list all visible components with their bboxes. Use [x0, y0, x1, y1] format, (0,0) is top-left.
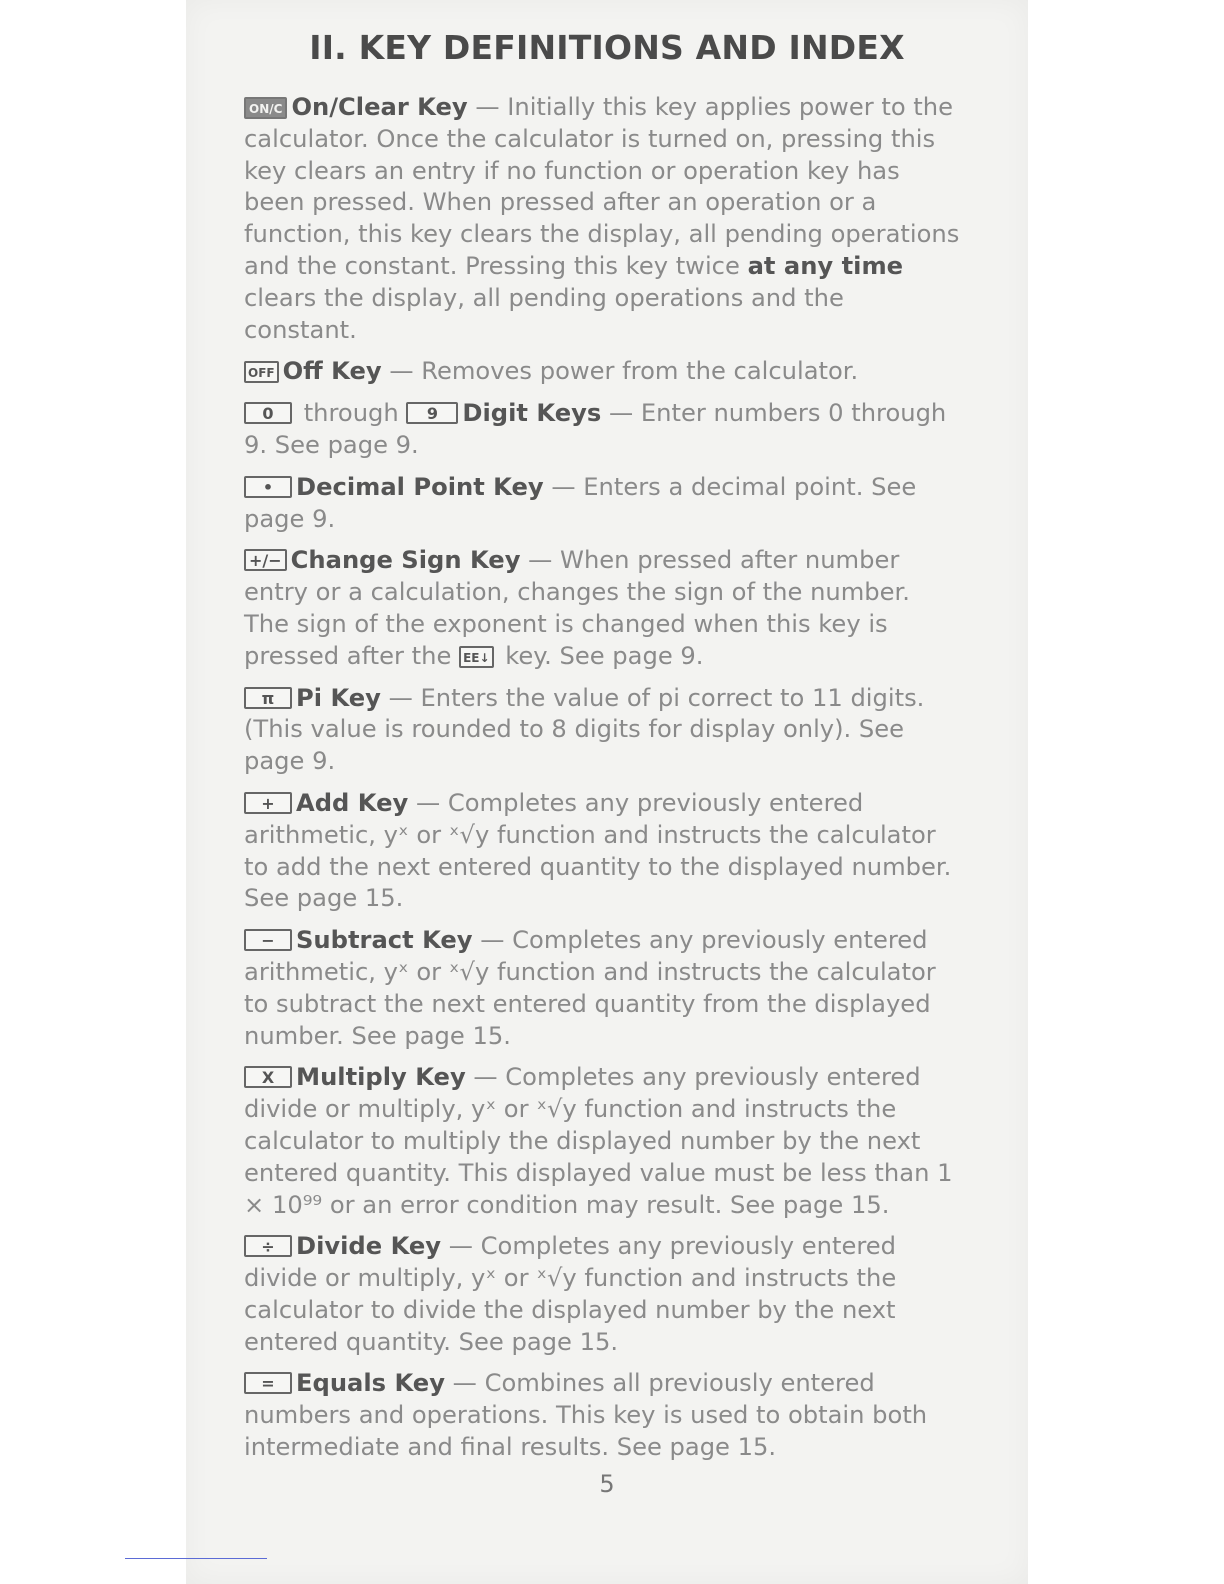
off-key-icon: OFF	[244, 361, 279, 383]
entry-name: On/Clear Key	[291, 93, 468, 121]
entry-name: Add Key	[296, 788, 409, 817]
emphasis: at any time	[747, 251, 904, 280]
entry-name: Subtract Key	[296, 926, 473, 955]
multiply-key-icon: X	[244, 1066, 292, 1088]
entry-name: Change Sign Key	[290, 546, 521, 575]
add-key-icon: +	[244, 792, 292, 814]
decimal-point-key-icon: •	[244, 476, 292, 498]
entry-change-sign: +/− Change Sign Key — When pressed after number entry or a calculation, changes the sign of the number. The sign of the exponent is changed when this key is pressed after the EE↓ key. See page 9.	[244, 546, 910, 670]
entry-multiply: X Multiply Key — Completes any previously entered divide or multiply, yˣ or ˣ√y function and instructs the calculator to multiply the displayed number by the next entered quantity. This displayed value must be less than 1 × 10⁹⁹ or an error condition may result. See page 15.	[244, 1063, 953, 1219]
zero-key-icon: 0	[244, 402, 292, 424]
entry-name: Divide Key	[296, 1232, 442, 1261]
entry-on-clear: ON/C On/Clear Key — Initially this key applies power to the calculator. Once the calculator is turned on, pressing this key clears an entry if no function or operation key has been pressed. When pressed after an operation or a function, this key clears the display, all pending operations and the constant. Pressing this key twice at any time clears the display, all pending operations and the constant.	[244, 93, 960, 344]
entry-divide: ÷ Divide Key — Completes any previously entered divide or multiply, yˣ or ˣ√y function and instructs the calculator to divide the displayed number by the next entered quantity. See page 15.	[244, 1232, 897, 1356]
subtract-key-icon: −	[244, 929, 292, 951]
entry-name: Pi Key	[296, 683, 381, 712]
entry-subtract: − Subtract Key — Completes any previously entered arithmetic, yˣ or ˣ√y function and instructs the calculator to subtract the next entered quantity from the displayed number. See page 15.	[244, 926, 936, 1050]
page-title: II. KEY DEFINITIONS AND INDEX	[309, 28, 905, 67]
entry-equals: = Equals Key — Combines all previously entered numbers and operations. This key is used to obtain both intermediate and final results. See page 15.	[244, 1369, 928, 1462]
page-number: 5	[599, 1470, 615, 1498]
key-definitions-list	[244, 92, 962, 1464]
entry-name: Off Key	[282, 357, 382, 386]
entry-add: + Add Key — Completes any previously entered arithmetic, yˣ or ˣ√y function and instructs the calculator to add the next entered quantity to the displayed number. See page 15.	[244, 788, 952, 913]
divide-key-icon: ÷	[244, 1235, 292, 1257]
entry-decimal-point: • Decimal Point Key — Enters a decimal point. See page 9.	[244, 472, 917, 533]
entry-name: Digit Keys	[462, 399, 602, 428]
ee-key-icon: EE↓	[459, 646, 493, 668]
entry-name: Multiply Key	[296, 1063, 466, 1092]
entry-digit-keys: 0 through 9 Digit Keys — Enter numbers 0 through 9. See page 9.	[244, 399, 947, 459]
manual-page	[186, 0, 1028, 1584]
nine-key-icon: 9	[406, 402, 458, 424]
entry-name: Decimal Point Key	[296, 472, 544, 501]
change-sign-key-icon: +/−	[244, 549, 287, 571]
pi-key-icon: π	[244, 687, 292, 709]
entry-off: OFF Off Key — Removes power from the calculator.	[244, 356, 962, 388]
on-clear-key-icon: ON/C	[244, 97, 287, 119]
equals-key-icon: =	[244, 1372, 292, 1394]
entry-name: Equals Key	[296, 1369, 445, 1398]
footer-rule	[125, 1558, 267, 1559]
entry-pi: π Pi Key — Enters the value of pi correct to 11 digits. (This value is rounded to 8 digits for display only). See page 9.	[244, 683, 925, 776]
